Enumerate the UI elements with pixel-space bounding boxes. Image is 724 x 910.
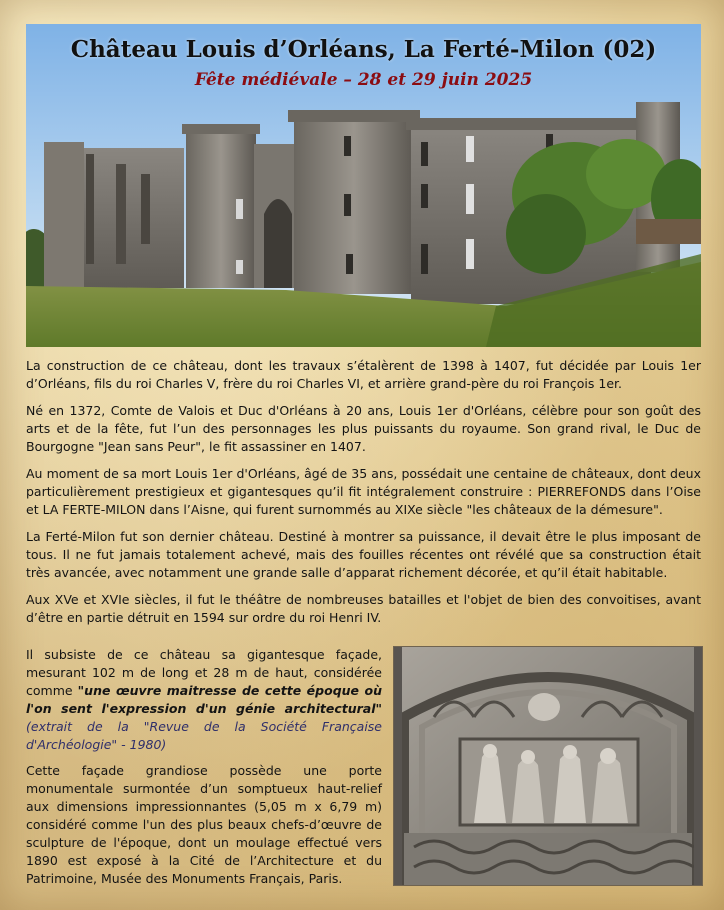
event-subtitle: Fête médiévale – 28 et 29 juin 2025: [194, 70, 533, 90]
facade-quote-source: (extrait de la "Revue de la Société Française d'Archéologie" - 1980): [26, 719, 382, 752]
facade-text: [26, 646, 382, 896]
paragraph-last-castle: La Ferté-Milon fut son dernier château. Destiné à montrer sa puissance, il devait être le plus imposant de tous. Il ne fut jamais totalement achevé, mais des fouilles récentes ont révélé que sa construction était très avancée, avec notamment une grande salle d’apparat richement décorée, et qu’il était habitable.: [26, 529, 701, 580]
paragraph-castles: Au moment de sa mort Louis 1er d'Orléans, âgé de 35 ans, possédait une centaine de châteaux, dont deux particulièrement prestigieux et gigantesques qu’il fit intégralement construire : PIERREFONDS dans l’Oise et LA FERTE-MILON dans l’Aisne, qui furent surnommés au XIXe siècle "les châteaux de la démesure".: [26, 466, 701, 517]
paragraph-facade: [26, 646, 382, 754]
castle-photo: [26, 24, 701, 347]
paragraph-relief: Cette façade grandiose possède une porte monumentale surmontée d’un somptueux haut-relief aux dimensions impressionnantes (5,05 m x 6,79 m) considéré comme l'un des plus beaux chefs-d’œuvre de sculpture de l'époque, dont un moulage effectué vers 1890 est exposé à la Cité de l’Architecture et du Patrimoine, Musée des Monuments Français, Paris.: [26, 763, 382, 886]
facade-quote: "une œuvre maitresse de cette époque où l'on sent l'expression d'un génie architectural": [26, 683, 382, 716]
paragraph-history: Aux XVe et XVIe siècles, il fut le théâtre de nombreuses batailles et l'objet de bien des convoitises, avant d’être en partie détruit en 1594 sur ordre du roi Henri IV.: [26, 592, 701, 625]
facade-section: [26, 646, 701, 886]
relief-sculpture-illustration: [394, 647, 702, 885]
relief-photo: [393, 646, 703, 886]
paragraph-construction: La construction de ce château, dont les travaux s’étalèrent de 1398 à 1407, fut décidée par Louis 1er d’Orléans, fils du roi Charles V, frère du roi Charles VI, et arrière grand-père du roi François 1er.: [26, 358, 701, 391]
page-title: Château Louis d’Orléans, La Ferté-Milon (02): [70, 36, 657, 63]
paragraph-louis: Né en 1372, Comte de Valois et Duc d'Orléans à 20 ans, Louis 1er d'Orléans, célèbre pour son goût des arts et de la fête, fut l’un des personnages les plus puissants du royaume. Son grand rival, le Duc de Bourgogne "Jean sans Peur", le fit assassiner en 1407.: [26, 403, 701, 454]
article-body: [26, 357, 701, 636]
facade-intro: Il subsiste de ce château sa gigantesque façade, mesurant 102 m de long et 28 m de haut, considérée comme: [26, 647, 382, 698]
